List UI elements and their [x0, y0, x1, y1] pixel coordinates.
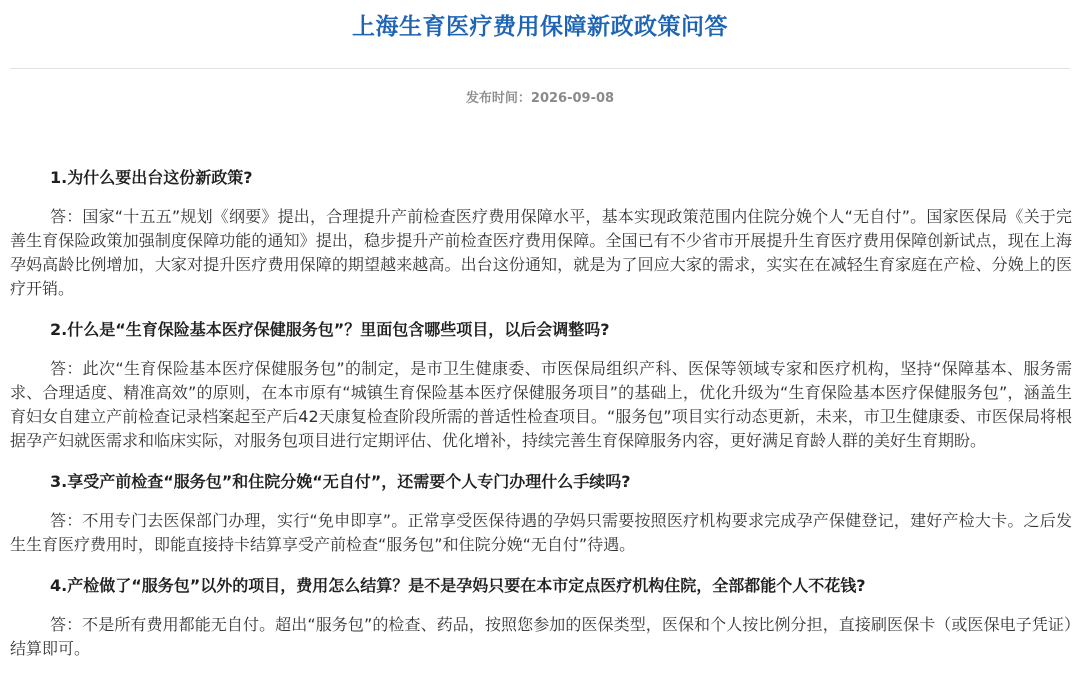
answer-4: 答：不是所有费用都能无自付。超出“服务包”的检查、药品，按照您参加的医保类型，医保和个人按比例分担，直接刷医保卡（或医保电子凭证）结算即可。	[10, 615, 1072, 658]
question-3: 3.享受产前检查“服务包”和住院分娩“无自付”，还需要个人专门办理什么手续吗?	[50, 472, 631, 491]
question-1: 1.为什么要出台这份新政策?	[50, 168, 253, 187]
page-title: 上海生育医疗费用保障新政政策问答	[352, 14, 728, 40]
answer-3: 答：不用专门去医保部门办理，实行“免申即享”。正常享受医保待遇的孕妈只需要按照医疗机构要求完成孕产保健登记，建好产检大卡。之后发生生育医疗费用时，即能直接持卡结算享受产前检查“服务包”和住院分娩“无自付”待遇。	[10, 511, 1072, 554]
question-2: 2.什么是“生育保险基本医疗保健服务包”？里面包含哪些项目，以后会调整吗?	[50, 320, 610, 339]
answer-1: 答：国家“十五五”规划《纲要》提出，合理提升产前检查医疗费用保障水平，基本实现政策范围内住院分娩个人“无自付”。国家医保局《关于完善生育保险政策加强制度保障功能的通知》提出，稳步提升产前检查医疗费用保障。全国已有不少省市开展提升生育医疗费用保障创新试点，现在上海孕妈高龄比例增加，大家对提升医疗费用保障的期望越来越高。出台这份通知，就是为了回应大家的需求，实实在在减轻生育家庭在产检、分娩上的医疗开销。	[10, 207, 1072, 298]
publish-label: 发布时间：	[465, 91, 531, 106]
article-body	[10, 165, 1072, 661]
question-4: 4.产检做了“服务包”以外的项目，费用怎么结算？是不是孕妈只要在本市定点医疗机构住院，全部都能个人不花钱?	[50, 576, 866, 595]
publish-info	[0, 87, 1080, 106]
title-divider	[10, 68, 1070, 69]
answer-2: 答：此次“生育保险基本医疗保健服务包”的制定，是市卫生健康委、市医保局组织产科、医保等领域专家和医疗机构，坚持“保障基本、服务需求、合理适度、精准高效”的原则，在本市原有“城镇生育保险基本医疗保健服务项目”的基础上，优化升级为“生育保险基本医疗保健服务包”，涵盖生育妇女自建立产前检查记录档案起至产后42天康复检查阶段所需的普适性检查项目。“服务包”项目实行动态更新，未来，市卫生健康委、市医保局将根据孕产妇就医需求和临床实际，对服务包项目进行定期评估、优化增补，持续完善生育保障服务内容，更好满足育龄人群的美好生育期盼。	[10, 359, 1072, 450]
publish-date: 2026-09-08	[530, 91, 615, 106]
